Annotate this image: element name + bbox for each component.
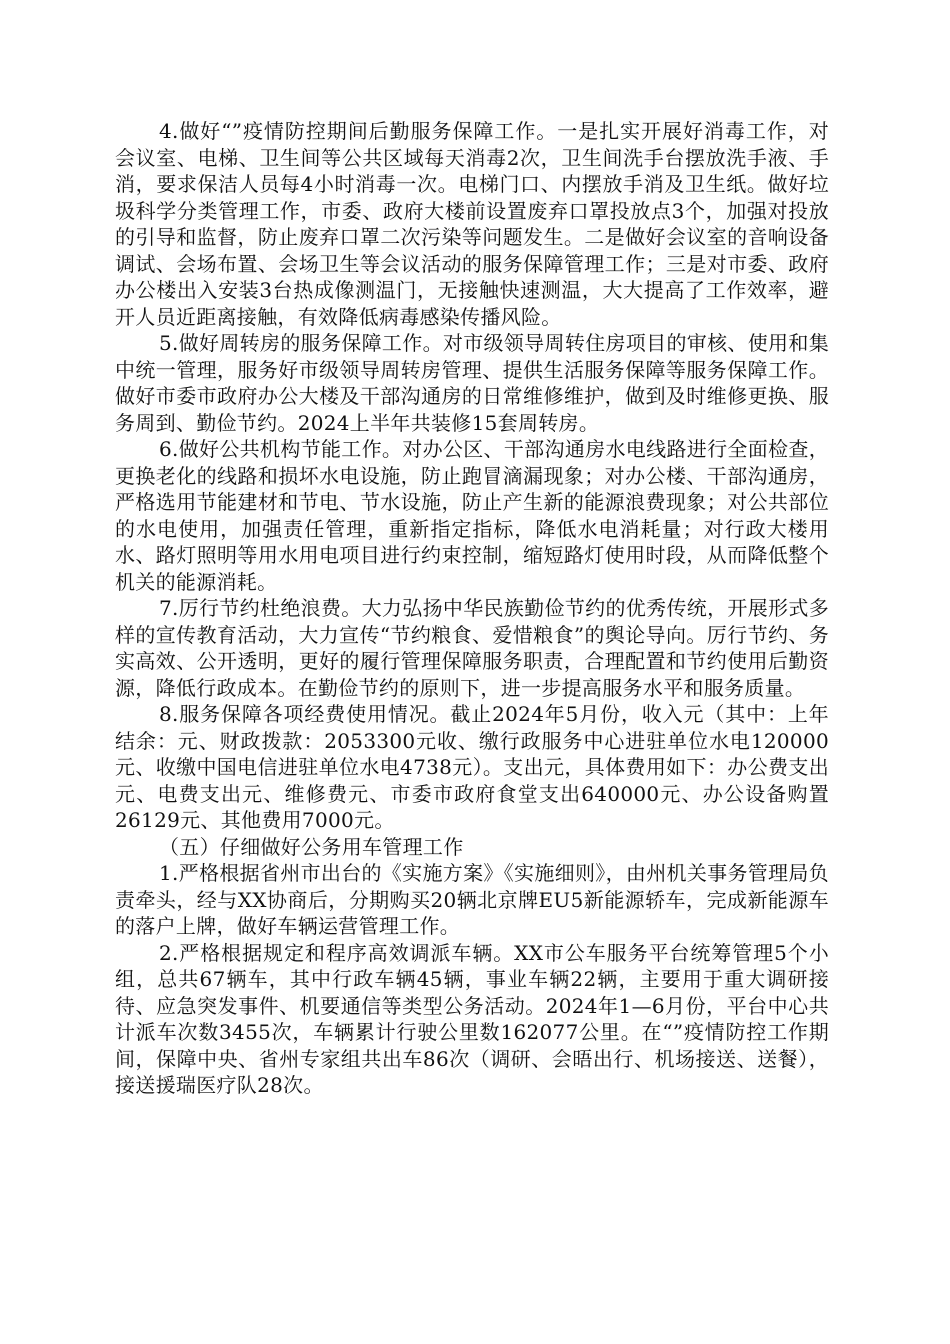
paragraph-turnover-housing: 5.做好周转房的服务保障工作。对市级领导周转住房项目的审核、使用和集中统一管理，服务好市级领导周转房管理、提供生活服务保障等服务保障工作。做好市委市政府办公大楼及干部沟通房的日常维修维护，做到及时维修更换、服务周到、勤俭节约。2024上半年共装修15套周转房。 bbox=[115, 331, 829, 435]
paragraph-vehicle-dispatch: 2.严格根据规定和程序高效调派车辆。XX市公车服务平台统筹管理5个小组，总共67辆车，其中行政车辆45辆，事业车辆22辆，主要用于重大调研接待、应急突发事件、机要通信等类型公务活动。2024年1—6月份，平台中心共计派车次数3455次，车辆累计行驶公里数162077公里。在“”疫情防控工作期间，保障中央、省州专家组共出车86次（调研、会晤出行、机场接送、送餐），接送援瑞医疗队28次。 bbox=[115, 940, 829, 1097]
paragraph-funding: 8.服务保障各项经费使用情况。截止2024年5月份，收入元（其中：上年结余：元、财政拨款：2053300元收、缴行政服务中心进驻单位水电120000元、收缴中国电信进驻单位水电4738元）。支出元，具体费用如下：办公费支出元、电费支出元、维修费元、市委市政府食堂支出640000元、办公设备购置26129元、其他费用7000元。 bbox=[115, 702, 829, 832]
section-heading-vehicles: （五）仔细做好公务用车管理工作 bbox=[159, 834, 464, 859]
paragraph-vehicle-purchase: 1.严格根据省州市出台的《实施方案》《实施细则》，由州机关事务管理局负责牵头，经与XX协商后，分期购买20辆北京牌EU5新能源轿车，完成新能源车的落户上牌，做好车辆运营管理工作。 bbox=[115, 861, 829, 938]
document-body bbox=[115, 118, 829, 1099]
paragraph-epidemic-logistics: 4.做好“”疫情防控期间后勤服务保障工作。一是扎实开展好消毒工作，对会议室、电梯、卫生间等公共区域每天消毒2次，卫生间洗手台摆放洗手液、手消，要求保洁人员每4小时消毒一次。电梯门口、内摆放手消及卫生纸。做好垃圾科学分类管理工作，市委、政府大楼前设置废弃口罩投放点3个，加强对投放的引导和监督，防止废弃口罩二次污染等问题发生。二是做好会议室的音响设备调试、会场布置、会场卫生等会议活动的服务保障管理工作；三是对市委、政府办公楼出入安装3台热成像测温门，无接触快速测温，大大提高了工作效率，避开人员近距离接触，有效降低病毒感染传播风险。 bbox=[115, 119, 829, 329]
paragraph-energy-saving: 6.做好公共机构节能工作。对办公区、干部沟通房水电线路进行全面检查，更换老化的线路和损坏水电设施，防止跑冒滴漏现象；对办公楼、干部沟通房，严格选用节能建材和节电、节水设施，防止产生新的能源浪费现象；对公共部位的水电使用，加强责任管理，重新指定指标，降低水电消耗量；对行政大楼用水、路灯照明等用水用电项目进行约束控制，缩短路灯使用时段，从而降低整个机关的能源消耗。 bbox=[115, 437, 829, 594]
paragraph-thrift: 7.厉行节约杜绝浪费。大力弘扬中华民族勤俭节约的优秀传统，开展形式多样的宣传教育活动，大力宣传“节约粮食、爱惜粮食”的舆论导向。厉行节约、务实高效、公开透明，更好的履行管理保障服务职责，合理配置和节约使用后勤资源，降低行政成本。在勤俭节约的原则下，进一步提高服务水平和服务质量。 bbox=[115, 596, 829, 700]
